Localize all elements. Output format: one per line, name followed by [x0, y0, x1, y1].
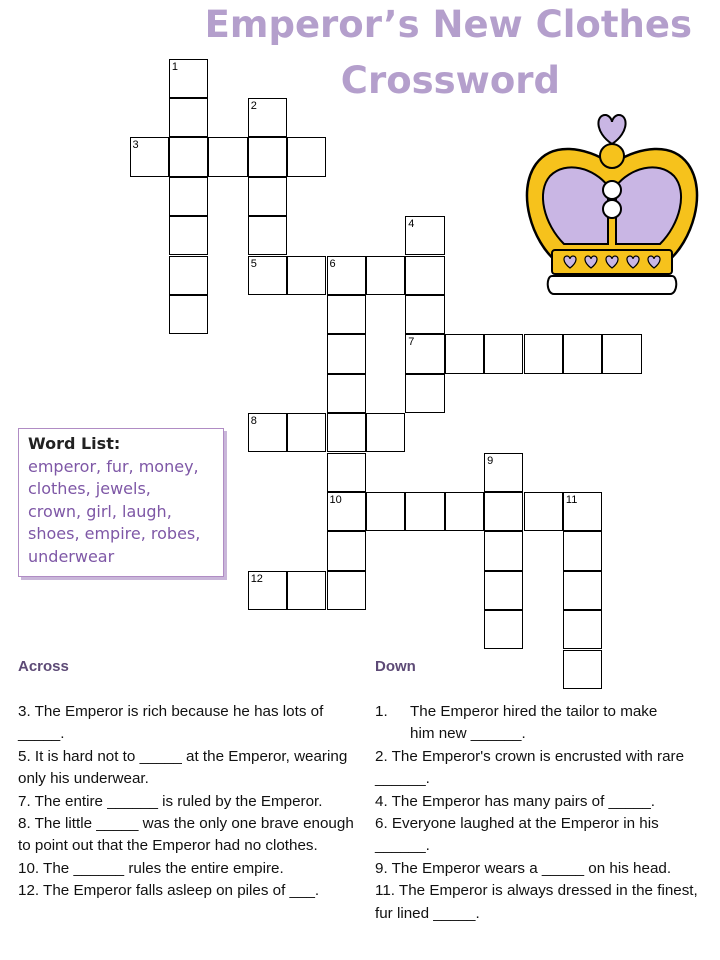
grid-cell[interactable]: [524, 492, 563, 531]
title-line-2: Crossword: [340, 59, 560, 102]
grid-cell[interactable]: [327, 571, 366, 610]
grid-cell[interactable]: [484, 492, 523, 531]
grid-cell[interactable]: [287, 256, 326, 295]
clue-number-6: 6: [329, 257, 336, 270]
grid-cell[interactable]: [405, 256, 444, 295]
crown-icon: [522, 112, 702, 298]
grid-cell[interactable]: [366, 256, 405, 295]
word-list-heading: Word List:: [28, 434, 121, 453]
word-list-line: underwear: [28, 546, 115, 566]
grid-cell[interactable]: [484, 610, 523, 649]
title-line-1: Emperor’s New Clothes: [204, 3, 692, 46]
down-clue: 11. The Emperor is always dressed in the finest, fur lined _____.: [375, 882, 698, 922]
grid-cell[interactable]: [602, 334, 641, 373]
clue-number-7: 7: [408, 336, 415, 349]
down-clue-1-line-1: The Emperor hired the tailor to make: [410, 703, 658, 720]
down-clue-1: [375, 701, 710, 723]
grid-cell[interactable]: [445, 334, 484, 373]
clue-number-2: 2: [250, 99, 257, 112]
grid-cell[interactable]: [327, 413, 366, 452]
clue-number-9: 9: [487, 454, 494, 467]
grid-cell[interactable]: [366, 492, 405, 531]
grid-cell[interactable]: [287, 413, 326, 452]
across-clue: 12. The Emperor falls asleep on piles of ___.: [18, 882, 320, 900]
grid-cell[interactable]: [327, 531, 366, 570]
down-clue: 2. The Emperor's crown is encrusted with rare ______.: [375, 747, 685, 788]
grid-cell[interactable]: [563, 610, 602, 649]
grid-cell[interactable]: [208, 137, 247, 176]
clue-number-1: 1: [171, 60, 179, 73]
clue-number-10: 10: [329, 493, 342, 506]
grid-cell[interactable]: [287, 137, 326, 176]
grid-cell[interactable]: [169, 216, 208, 255]
word-list-line: crown, girl, laugh,: [28, 501, 172, 521]
grid-cell[interactable]: [248, 177, 287, 216]
grid-cell[interactable]: [327, 453, 366, 492]
across-clues: [18, 701, 358, 903]
grid-cell[interactable]: [169, 295, 208, 334]
grid-cell[interactable]: [563, 334, 602, 373]
grid-cell[interactable]: [366, 413, 405, 452]
grid-cell[interactable]: [405, 295, 444, 334]
grid-cell[interactable]: [327, 295, 366, 334]
down-heading: Down: [375, 658, 416, 675]
grid-cell[interactable]: [169, 137, 208, 176]
across-clue: 3. The Emperor is rich because he has lots of _____.: [18, 703, 324, 743]
across-heading: Across: [18, 658, 69, 675]
across-clue: 10. The ______ rules the entire empire.: [18, 859, 284, 877]
grid-cell[interactable]: [524, 334, 563, 373]
across-clue: 8. The little _____ was the only one brave enough to point out that the Emperor had no clothes.: [18, 815, 354, 855]
grid-cell[interactable]: [405, 492, 444, 531]
clue-number-5: 5: [250, 257, 257, 270]
grid-cell[interactable]: [287, 571, 326, 610]
grid-cell[interactable]: [445, 492, 484, 531]
clue-number-4: 4: [408, 218, 415, 231]
down-clue-1-line-2: him new ______.: [410, 725, 526, 743]
word-list-line: shoes, empire, robes,: [28, 524, 201, 544]
grid-cell[interactable]: [327, 334, 366, 373]
grid-cell[interactable]: [169, 256, 208, 295]
grid-cell[interactable]: [563, 571, 602, 610]
down-clue: 9. The Emperor wears a _____ on his head.: [375, 859, 672, 877]
down-clues: [375, 701, 710, 925]
grid-cell[interactable]: [248, 216, 287, 255]
word-list-box: [18, 428, 224, 577]
grid-cell[interactable]: [484, 334, 523, 373]
word-list-line: clothes, jewels,: [28, 479, 151, 499]
grid-cell[interactable]: [484, 531, 523, 570]
across-clue: 7. The entire ______ is ruled by the Emperor.: [18, 792, 323, 810]
down-clue: 4. The Emperor has many pairs of _____.: [375, 792, 655, 810]
clue-number-8: 8: [250, 415, 257, 428]
grid-cell[interactable]: [563, 531, 602, 570]
word-list-line: emperor, fur, money,: [28, 456, 199, 476]
grid-cell[interactable]: [169, 177, 208, 216]
clue-number-11: 11: [565, 493, 578, 506]
grid-cell[interactable]: [327, 374, 366, 413]
across-clue: 5. It is hard not to _____ at the Emperor, wearing only his underwear.: [18, 747, 348, 788]
down-clue-1-number: 1.: [375, 703, 388, 720]
grid-cell[interactable]: [169, 98, 208, 137]
clue-number-12: 12: [250, 572, 263, 585]
clue-number-3: 3: [132, 139, 139, 152]
grid-cell[interactable]: [248, 137, 287, 176]
grid-cell[interactable]: [405, 374, 444, 413]
down-clue: 6. Everyone laughed at the Emperor in his ______.: [375, 815, 659, 855]
grid-cell[interactable]: [563, 650, 602, 689]
grid-cell[interactable]: [484, 571, 523, 610]
